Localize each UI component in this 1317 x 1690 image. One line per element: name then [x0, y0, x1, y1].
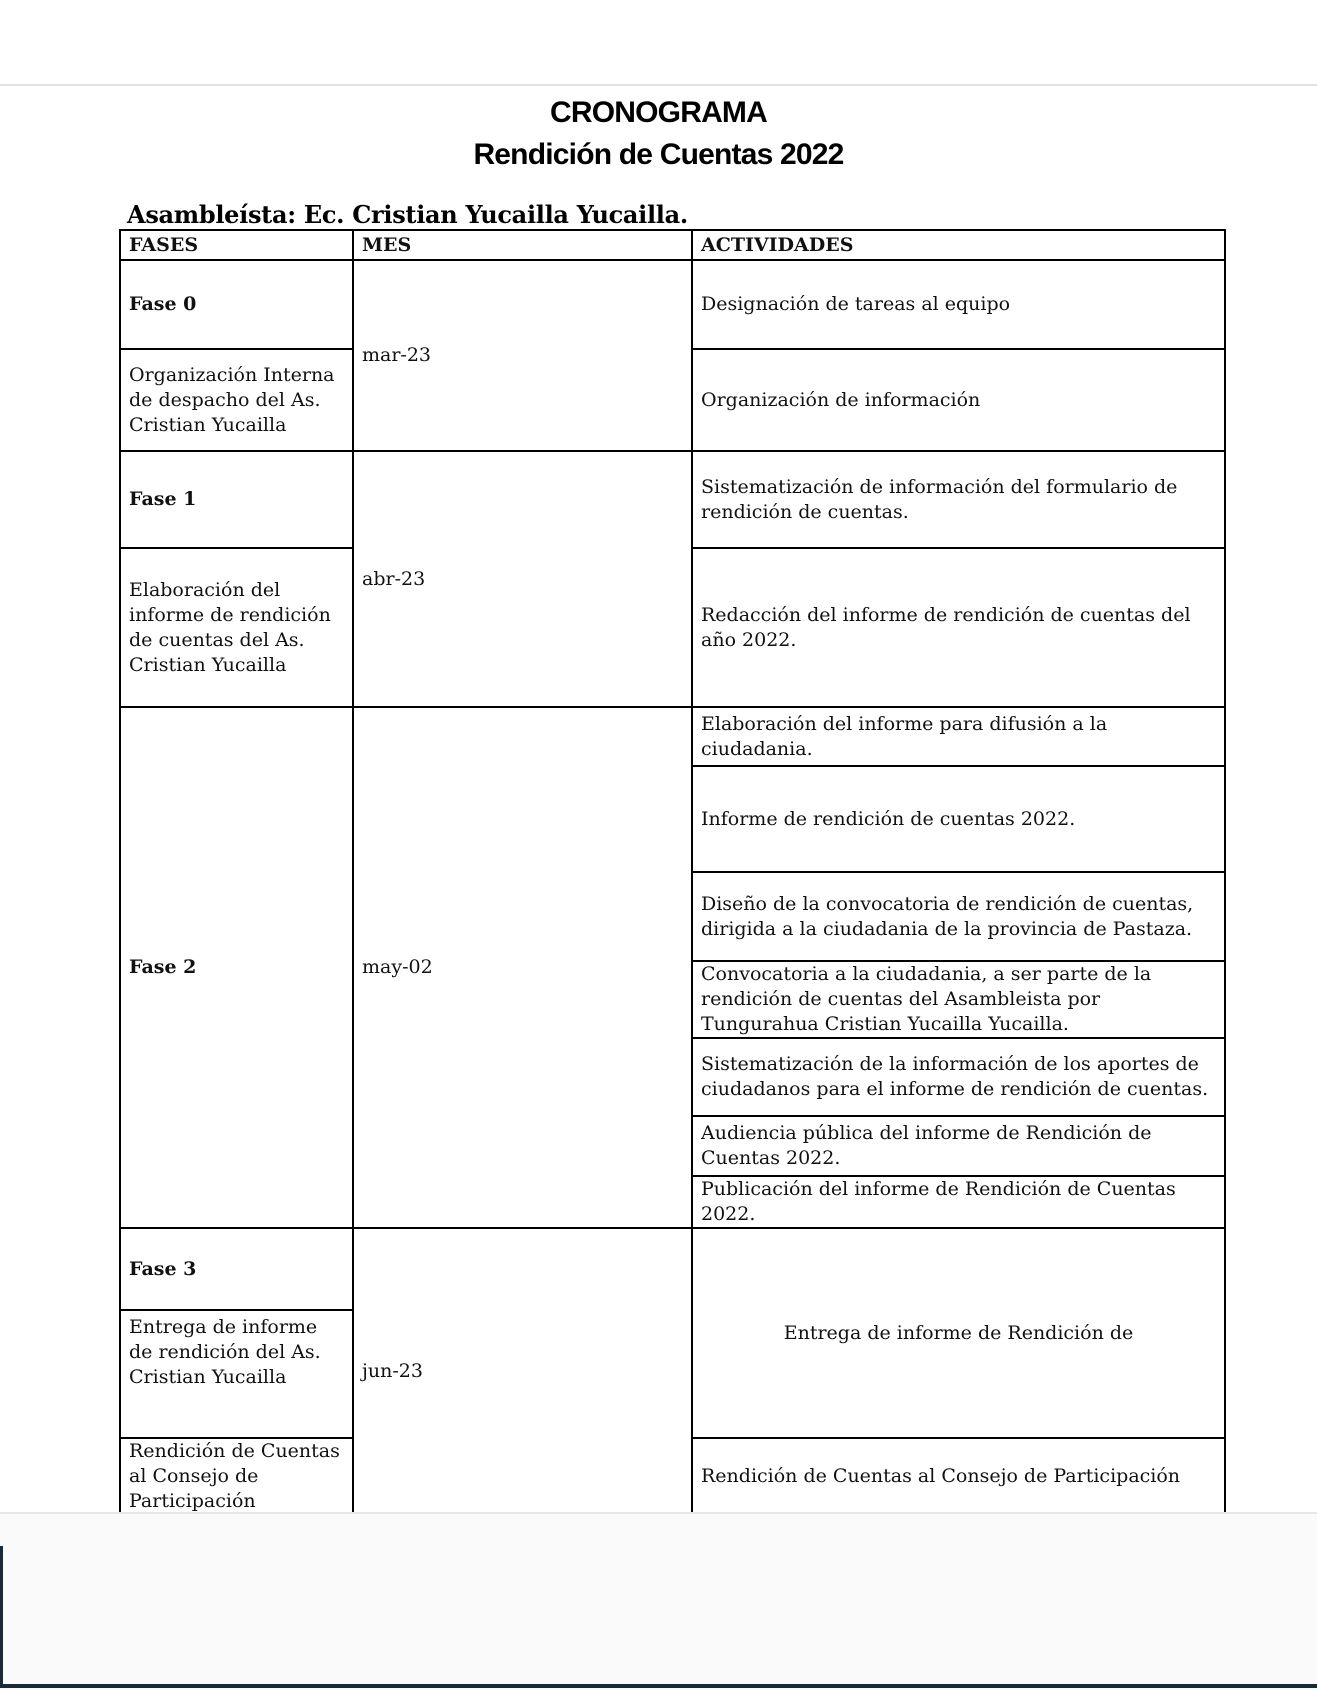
phase-3-activity-1: Entrega de informe de Rendición de	[692, 1228, 1225, 1438]
phase-0-activity-2: Organización de información	[692, 349, 1225, 451]
phase-0-activity-1: Designación de tareas al equipo	[692, 260, 1225, 349]
phase-2-name: Fase 2	[120, 707, 353, 1228]
table-row	[120, 707, 1225, 766]
phase-1-activity-2: Redacción del informe de rendición de cuentas del año 2022.	[692, 548, 1225, 707]
viewer-bottom-line	[0, 1684, 1317, 1688]
header-mes: MES	[353, 230, 692, 260]
phase-2-activity-1: Elaboración del informe para difusión a la ciudadania.	[692, 707, 1225, 766]
document-page	[0, 86, 1317, 1512]
table-row	[120, 1228, 1225, 1310]
viewer-bottom-area	[0, 1512, 1317, 1690]
phase-3-activity-2: Rendición de Cuentas al Consejo de Participación	[692, 1438, 1225, 1515]
phase-1-name: Fase 1	[120, 451, 353, 548]
phase-2-activity-6: Audiencia pública del informe de Rendición de Cuentas 2022.	[692, 1116, 1225, 1176]
table-row	[120, 260, 1225, 349]
phase-2-activity-5: Sistematización de la información de los aportes de ciudadanos para el informe de rendición de cuentas.	[692, 1038, 1225, 1116]
phase-1-activity-1: Sistematización de información del formulario de rendición de cuentas.	[692, 451, 1225, 548]
phase-2-activity-4: Convocatoria a la ciudadania, a ser parte de la rendición de cuentas del Asambleista por Tungurahua Cristian Yucailla Yucailla.	[692, 961, 1225, 1038]
header-fases: FASES	[120, 230, 353, 260]
table-header-row	[120, 230, 1225, 260]
phase-3-extra: Rendición de Cuentas al Consejo de Participación	[120, 1438, 353, 1515]
phase-1-month: abr-23	[353, 451, 692, 707]
document-subtitle: Rendición de Cuentas 2022	[473, 138, 844, 171]
document-title-block	[0, 92, 1317, 176]
phase-0-name: Fase 0	[120, 260, 353, 349]
phase-0-month: mar-23	[353, 260, 692, 451]
phase-2-month: may-02	[353, 707, 692, 1228]
phase-2-activity-7: Publicación del informe de Rendición de Cuentas 2022.	[692, 1176, 1225, 1228]
schedule-table	[119, 229, 1226, 1516]
phase-3-name: Fase 3	[120, 1228, 353, 1310]
phase-3-description: Entrega de informe de rendición del As. Cristian Yucailla	[120, 1310, 353, 1438]
document-title: CRONOGRAMA	[550, 96, 767, 129]
phase-1-description: Elaboración del informe de rendición de cuentas del As. Cristian Yucailla	[120, 548, 353, 707]
viewer-top-bar	[0, 0, 1317, 86]
table-row	[120, 451, 1225, 548]
phase-2-activity-2: Informe de rendición de cuentas 2022.	[692, 766, 1225, 872]
header-actividades: ACTIVIDADES	[692, 230, 1225, 260]
phase-0-description: Organización Interna de despacho del As. Cristian Yucailla	[120, 349, 353, 451]
phase-2-activity-3: Diseño de la convocatoria de rendición de cuentas, dirigida a la ciudadania de la provincia de Pastaza.	[692, 872, 1225, 961]
assembly-member-label: Asambleísta: Ec. Cristian Yucailla Yucailla.	[127, 200, 688, 229]
phase-3-month: jun-23	[353, 1228, 692, 1515]
viewer-edge-accent	[0, 1546, 3, 1688]
